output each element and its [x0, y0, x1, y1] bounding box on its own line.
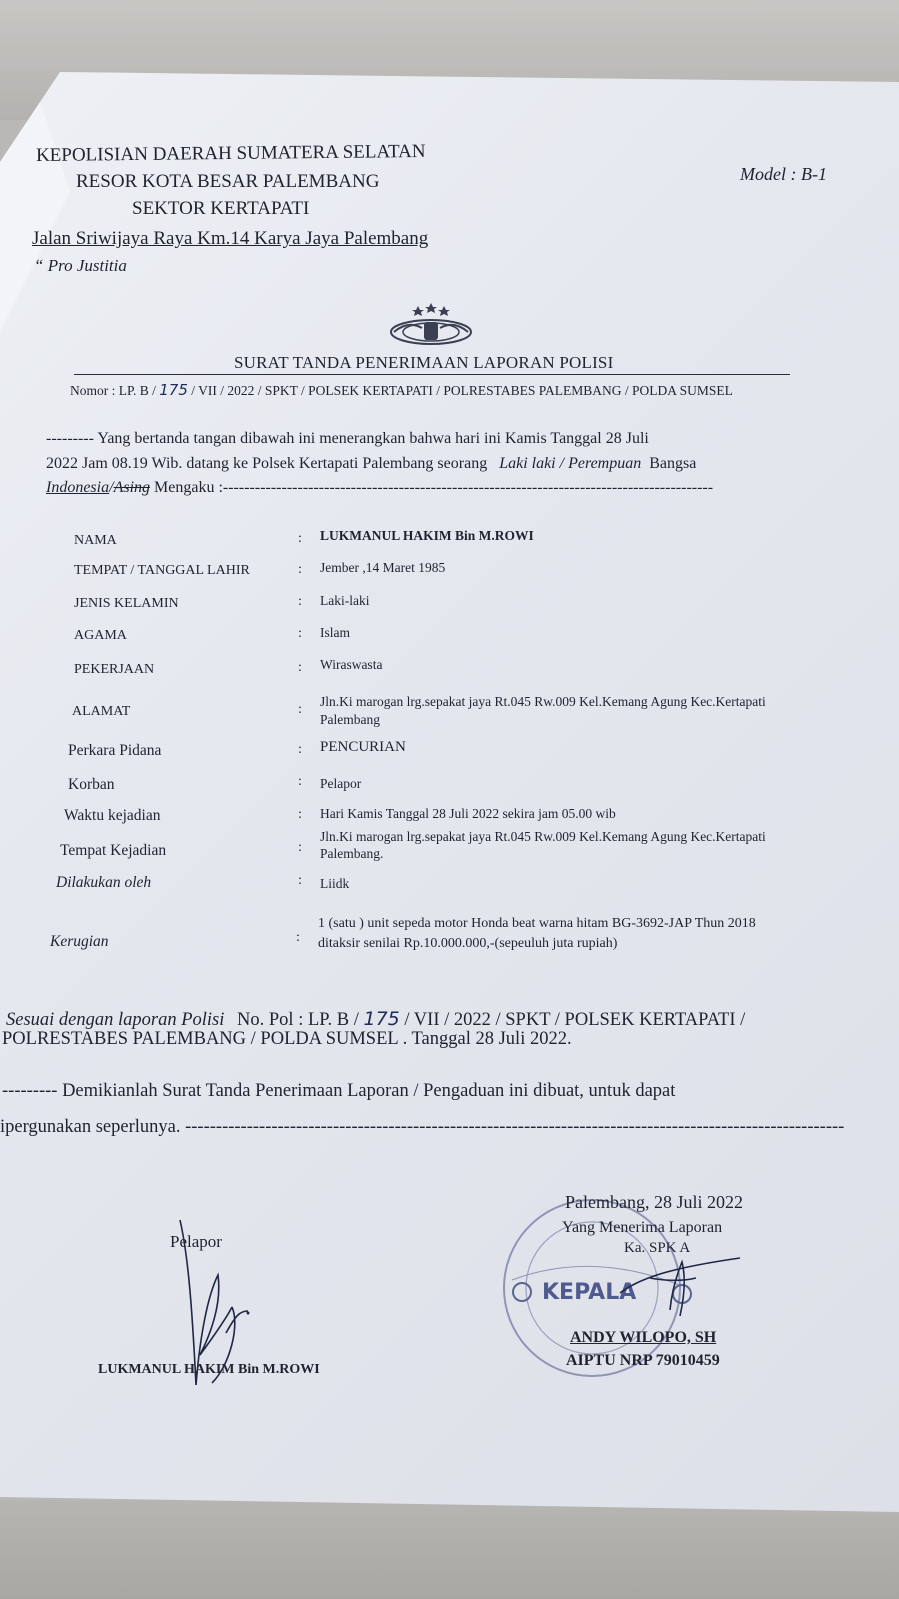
- background-floor: [0, 1500, 899, 1599]
- field-label-ttl: TEMPAT / TANGGAL LAHIR: [74, 563, 250, 578]
- field-label-jenis-kelamin: JENIS KELAMIN: [74, 596, 179, 611]
- case-value-kerugian: 1 (satu ) unit sepeda motor Honda beat warna hitam BG-3692-JAP Thun 2018: [318, 916, 756, 931]
- case-value-waktu: Hari Kamis Tanggal 28 Juli 2022 sekira jam 05.00 wib: [320, 806, 616, 821]
- intro-line-3: [46, 479, 713, 497]
- colon: :: [298, 840, 302, 855]
- officer-name: ANDY WILOPO, SH: [570, 1329, 717, 1346]
- case-value-kerugian-2: ditaksir senilai Rp.10.000.000,-(sepeuluh juta rupiah): [318, 936, 618, 951]
- header-line-1: KEPOLISIAN DAERAH SUMATERA SELATAN: [35, 140, 426, 167]
- nationality-asing-struck: Asing: [113, 479, 151, 496]
- stamp-label: KEPALA: [542, 1280, 637, 1305]
- field-label-pekerjaan: PEKERJAAN: [74, 662, 155, 677]
- receiver-label: Yang Menerima Laporan: [562, 1219, 723, 1236]
- colon: :: [298, 531, 302, 546]
- field-value-jenis-kelamin: Laki-laki: [320, 593, 370, 608]
- slash: /: [109, 479, 114, 496]
- mengaku-label: Mengaku :--------------------------------------------------------------------------------------------: [154, 479, 714, 496]
- document-title: SURAT TANDA PENERIMAAN LAPORAN POLISI: [234, 353, 614, 372]
- case-label-tempat: Tempat Kejadian: [60, 842, 167, 859]
- field-value-alamat-2: Palembang: [320, 712, 380, 727]
- colon: :: [298, 626, 302, 641]
- case-value-dilakukan: Liidk: [320, 876, 350, 891]
- colon: :: [298, 873, 302, 888]
- model-label: Model : B-1: [740, 164, 827, 184]
- title-underline: [74, 374, 790, 375]
- sesuai-text: Sesuai dengan laporan Polisi: [6, 1010, 225, 1030]
- place-date: Palembang, 28 Juli 2022: [565, 1192, 743, 1212]
- intro-line-2: [46, 455, 696, 473]
- colon: :: [298, 774, 302, 789]
- officer-id: AIPTU NRP 79010459: [566, 1352, 720, 1369]
- pelapor-signature-icon: [170, 1215, 280, 1395]
- field-value-agama: Islam: [320, 625, 350, 640]
- colon: :: [298, 594, 302, 609]
- sesuai-line-1: [6, 1008, 745, 1031]
- case-label-dilakukan: Dilakukan oleh: [56, 874, 152, 891]
- pelapor-name: LUKMANUL HAKIM Bin M.ROWI: [98, 1362, 320, 1377]
- police-emblem-icon: [388, 302, 474, 348]
- sesuai-suffix: / VII / 2022 / SPKT / POLSEK KERTAPATI /: [404, 1010, 746, 1030]
- field-label-alamat: ALAMAT: [72, 704, 131, 719]
- field-label-nama: NAMA: [74, 533, 117, 548]
- nomor-suffix: / VII / 2022 / SPKT / POLSEK KERTAPATI / POLRESTABES PALEMBANG / POLDA SUMSEL: [191, 383, 733, 398]
- field-value-nama: LUKMANUL HAKIM Bin M.ROWI: [320, 528, 534, 543]
- receiver-title: Ka. SPK A: [624, 1240, 691, 1256]
- case-value-tempat: Jln.Ki marogan lrg.sepakat jaya Rt.045 Rw.009 Kel.Kemang Agung Kec.Kertapati: [320, 829, 766, 844]
- case-label-kerugian: Kerugian: [50, 933, 109, 950]
- nationality-indonesia: Indonesia: [46, 479, 110, 496]
- colon: :: [298, 742, 302, 757]
- case-label-korban: Korban: [68, 776, 115, 793]
- nomor-line: [70, 381, 733, 399]
- case-label-waktu: Waktu kejadian: [64, 807, 161, 824]
- sesuai-number: 175: [363, 1008, 400, 1030]
- colon: :: [296, 930, 300, 945]
- sesuai-nopol: No. Pol : LP. B /: [237, 1010, 359, 1030]
- case-value-tempat-2: Palembang.: [320, 846, 384, 861]
- pro-justitia: “ Pro Justitia: [34, 256, 127, 275]
- intro-line-1: --------- Yang bertanda tangan dibawah ini menerangkan bahwa hari ini Kamis Tanggal 28 Juli: [46, 430, 649, 447]
- colon: :: [298, 562, 302, 577]
- colon: :: [298, 660, 302, 675]
- header-line-3: SEKTOR KERTAPATI: [132, 198, 310, 219]
- field-value-alamat: Jln.Ki marogan lrg.sepakat jaya Rt.045 Rw.009 Kel.Kemang Agung Kec.Kertapati: [320, 694, 766, 709]
- closing-line-1: --------- Demikianlah Surat Tanda Penerimaan Laporan / Pengaduan ini dibuat, untuk dapat: [2, 1081, 676, 1101]
- gender-option: Laki laki / Perempuan: [499, 455, 642, 472]
- case-value-korban: Pelapor: [320, 776, 362, 791]
- colon: :: [298, 807, 302, 822]
- nomor-number: 175: [159, 381, 188, 399]
- officer-signature-icon: [600, 1238, 760, 1328]
- intro-text: 2022 Jam 08.19 Wib. datang ke Polsek Kertapati Palembang seorang: [46, 455, 488, 472]
- colon: :: [298, 702, 302, 717]
- case-label-perkara: Perkara Pidana: [68, 742, 162, 759]
- header-line-2: RESOR KOTA BESAR PALEMBANG: [76, 171, 380, 192]
- field-value-ttl: Jember ,14 Maret 1985: [320, 560, 446, 575]
- case-value-perkara: PENCURIAN: [320, 739, 406, 755]
- pelapor-label: Pelapor: [170, 1232, 222, 1251]
- sesuai-line-2: POLRESTABES PALEMBANG / POLDA SUMSEL . Tanggal 28 Juli 2022.: [2, 1029, 572, 1049]
- field-value-pekerjaan: Wiraswasta: [320, 657, 383, 672]
- bangsa-label: Bangsa: [649, 455, 697, 472]
- field-label-agama: AGAMA: [74, 628, 127, 643]
- closing-line-2: ipergunakan seperlunya. -----------------------------------------------------------------------------------------------------------: [0, 1117, 845, 1137]
- document-page: [0, 72, 899, 1512]
- nomor-prefix: Nomor : LP. B /: [70, 383, 156, 398]
- header-address: Jalan Sriwijaya Raya Km.14 Karya Jaya Palembang: [32, 228, 429, 249]
